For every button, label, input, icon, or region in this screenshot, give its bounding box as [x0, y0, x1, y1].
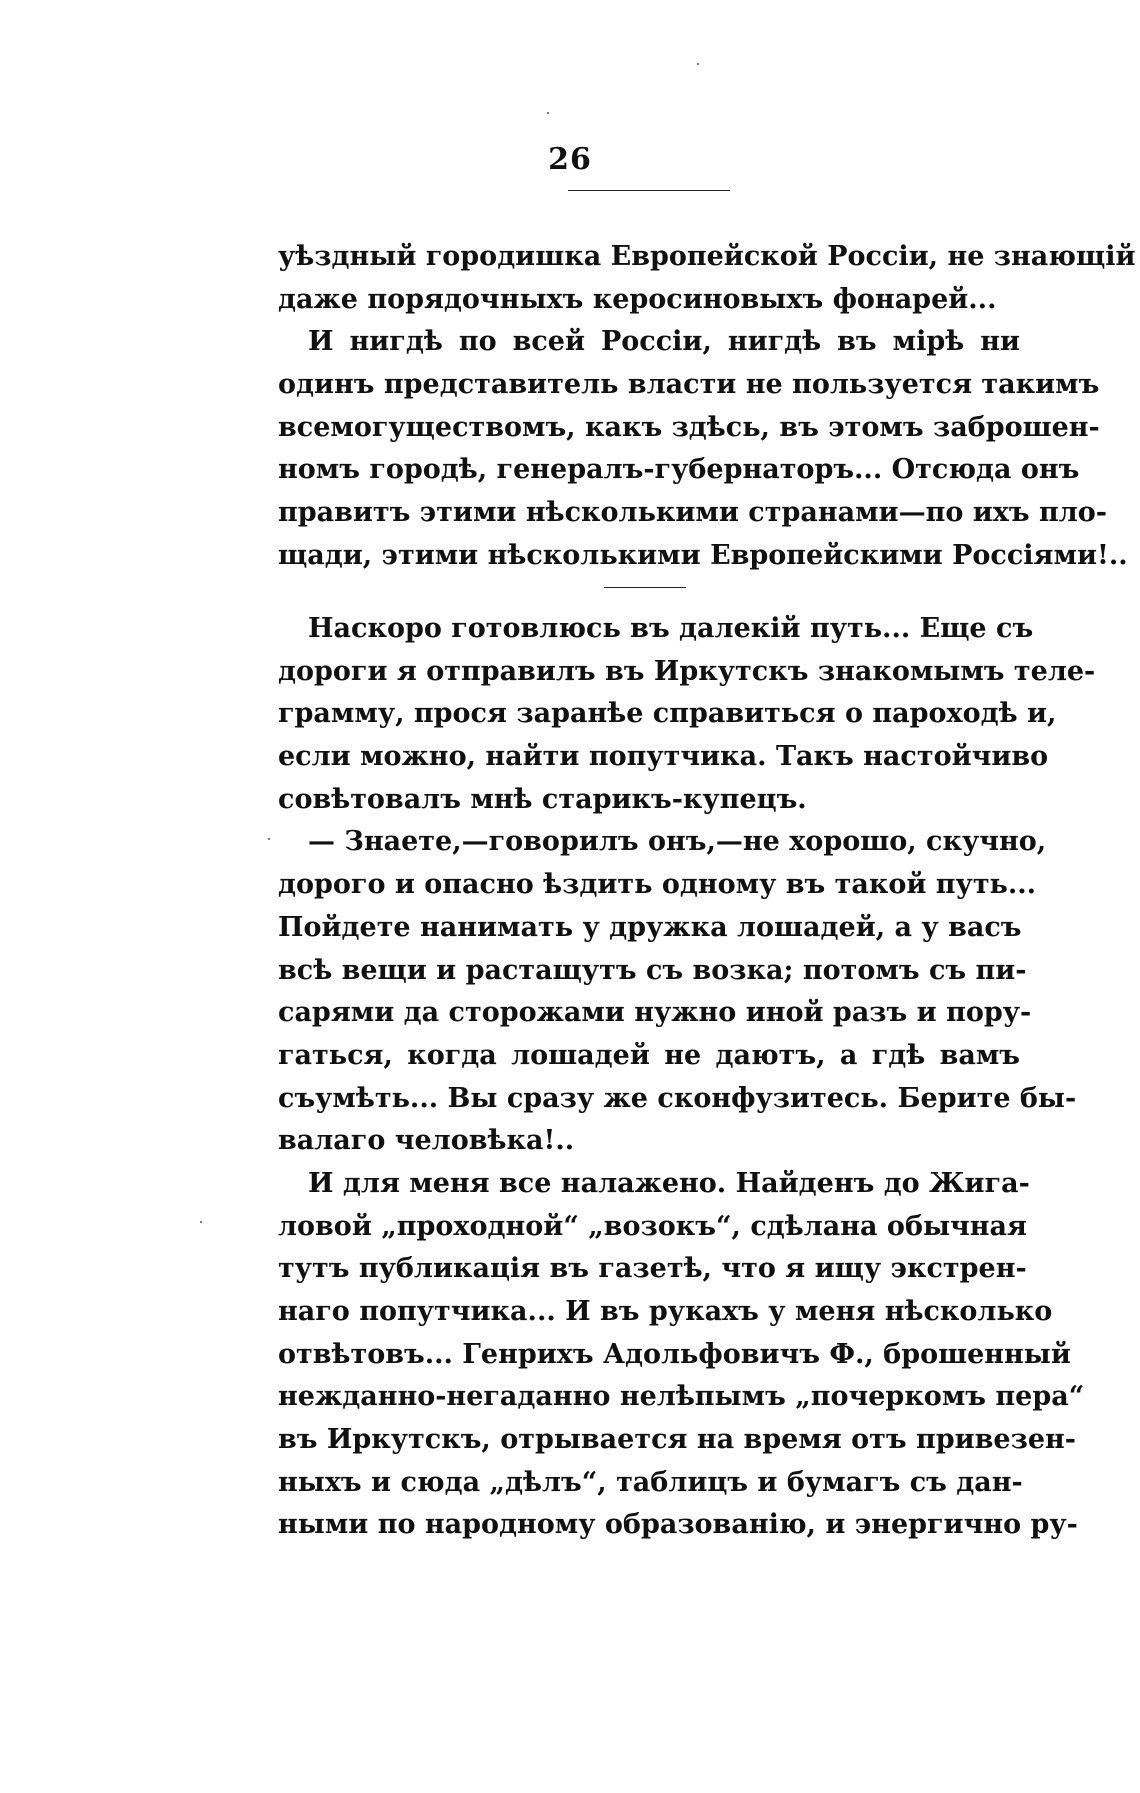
text-line: наго попутчика... И въ рукахъ у меня нѣсколько: [278, 1296, 1053, 1327]
text-line: отвѣтовъ... Генрихъ Адольфовичъ Ф., брошенный: [278, 1338, 1071, 1370]
page-number: 26: [548, 142, 592, 177]
text-line: если можно, найти попутчика. Такъ настойчиво: [278, 741, 1049, 773]
print-speck: [200, 1221, 202, 1223]
text-line: И нигдѣ по всей Россіи, нигдѣ въ мірѣ ни: [308, 326, 1020, 358]
print-speck: [547, 112, 549, 114]
text-line: сарями да сторожами нужно иной разъ и пору-: [278, 997, 1032, 1029]
text-line: тутъ публикація въ газетѣ, что я ищу экстрен-: [278, 1253, 1027, 1285]
text-line: И для меня все налажено. Найденъ до Жига-: [308, 1167, 1030, 1199]
text-line: даже порядочныхъ керосиновыхъ фонарей...: [278, 283, 997, 315]
text-line: щади, этими нѣсколькими Европейскими Россіями!..: [278, 539, 1128, 571]
text-line: съумѣть... Вы сразу же сконфузитесь. Берите бы-: [278, 1082, 1077, 1114]
text-line: Пойдете нанимать у дружка лошадей, а у васъ: [278, 911, 1022, 943]
print-speck: [697, 63, 699, 65]
text-line: — Знаете,—говорилъ онъ,—не хорошо, скучно,: [308, 826, 1047, 858]
text-line: валаго человѣка!..: [278, 1125, 575, 1157]
text-line: дорого и опасно ѣздить одному въ такой путь...: [278, 869, 1037, 901]
text-line: въ Иркутскъ, отрывается на время отъ привезен-: [278, 1424, 1076, 1456]
text-line: ными по народному образованію, и энергично ру-: [278, 1509, 1078, 1541]
text-line: дороги я отправилъ въ Иркутскъ знакомымъ теле-: [278, 655, 1096, 687]
text-line: совѣтовалъ мнѣ старикъ-купецъ.: [278, 783, 807, 815]
text-line: гаться, когда лошадей не даютъ, а гдѣ вамъ: [278, 1039, 1020, 1071]
text-line: уѣздный городишка Европейской Россіи, не знающій: [278, 241, 1136, 272]
text-line: правитъ этими нѣсколькими странами—по ихъ пло-: [278, 497, 1107, 529]
text-line: номъ городѣ, генералъ-губернаторъ... Отсюда онъ: [278, 454, 1080, 486]
print-speck: [268, 838, 270, 840]
text-line: ныхъ и сюда „дѣлъ“, таблицъ и бумагъ съ дан-: [278, 1466, 1023, 1498]
header-rule: [568, 190, 730, 191]
section-divider: [604, 587, 686, 588]
text-line: нежданно-негаданно нелѣпымъ „почеркомъ пера“: [278, 1381, 1085, 1413]
text-line: всѣ вещи и растащутъ съ возка; потомъ съ пи-: [278, 954, 1027, 986]
text-block-2: [278, 608, 1096, 1547]
text-line: всемогуществомъ, какъ здѣсь, въ этомъ заброшен-: [278, 411, 1100, 443]
text-line: грамму, прося заранѣе справиться о пароходѣ и,: [278, 698, 1057, 730]
text-line: Наскоро готовлюсь въ далекій путь... Еще съ: [308, 613, 1034, 644]
text-line: одинъ представитель власти не пользуется такимъ: [278, 369, 1100, 401]
text-line: ловой „проходной“ „возокъ“, сдѣлана обычная: [278, 1210, 1027, 1242]
text-block-1: [278, 236, 1136, 578]
